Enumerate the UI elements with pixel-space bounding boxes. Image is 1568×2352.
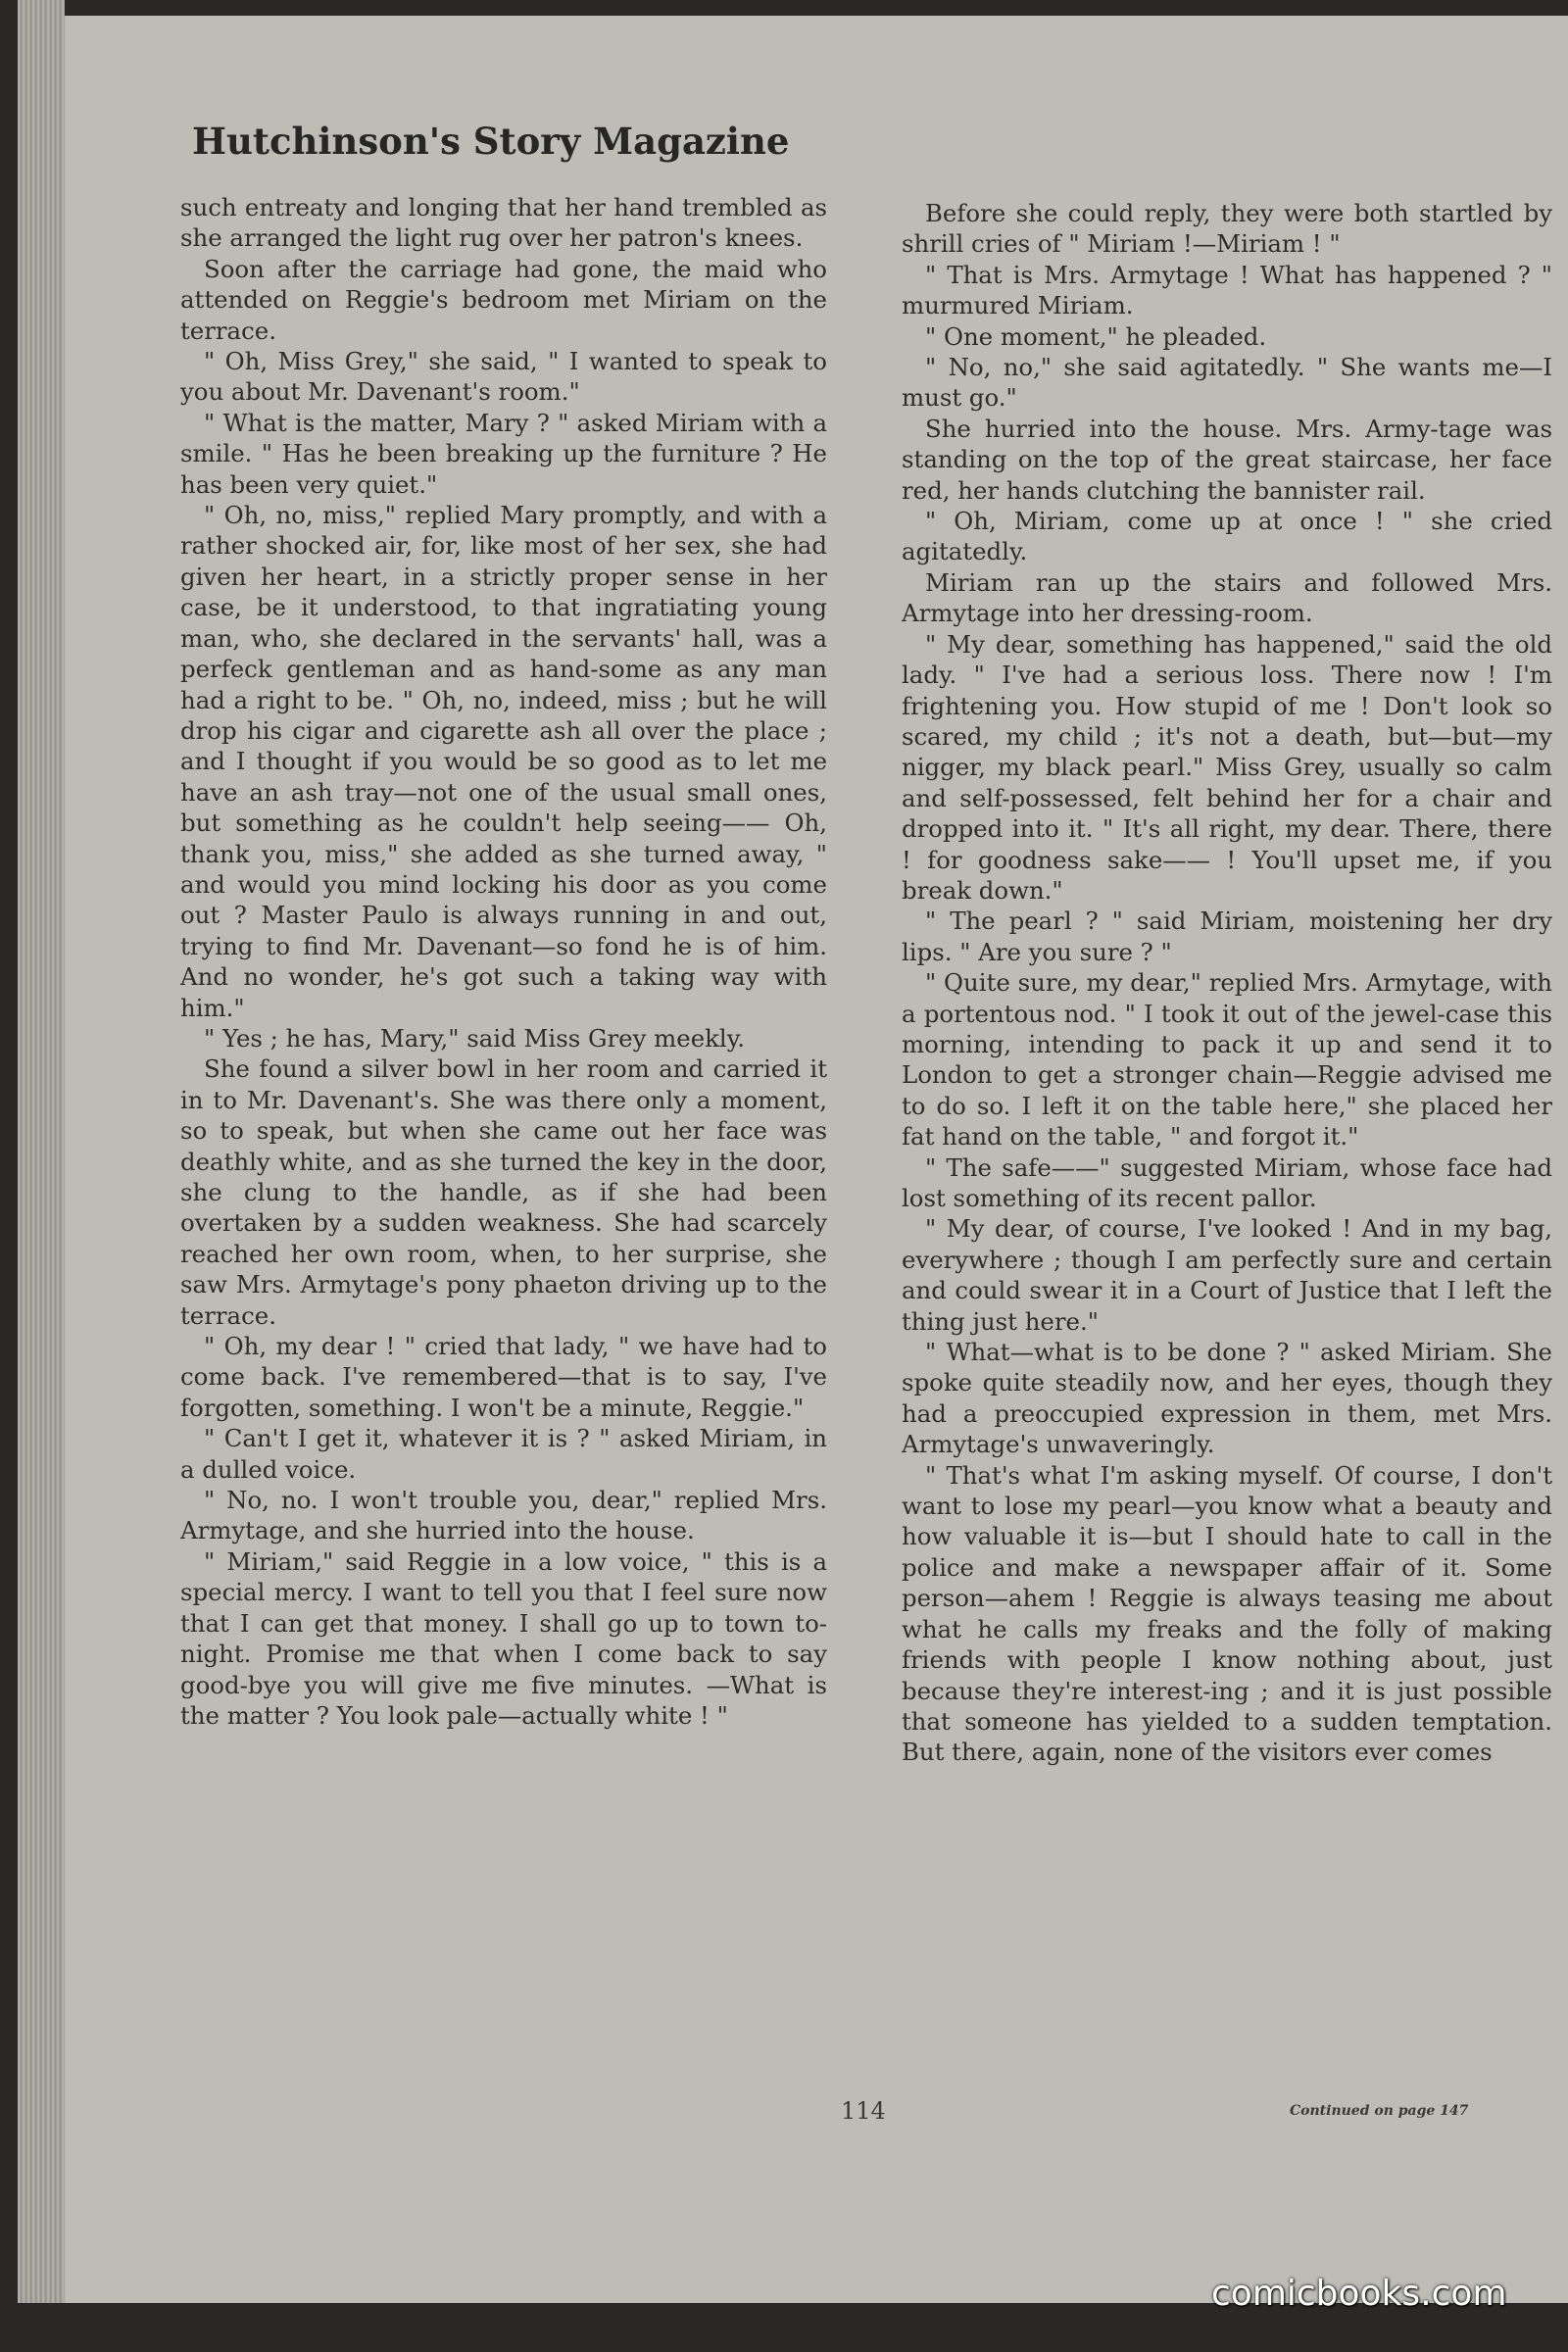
paragraph: " Miriam," said Reggie in a low voice, " this is a special mercy. I want to tell you that I feel sure now that I can get that money. I shall go up to town to-night. Promise me that when I come back to say good-bye you will give me five minutes. —What is the matter ? You look pale—actually white ! " [180, 1546, 827, 1730]
paragraph: She hurried into the house. Mrs. Army-tage was standing on the top of the great staircase, her face red, her hands clutching the bannister rail. [902, 414, 1552, 505]
paragraph: Before she could reply, they were both startled by shrill cries of " Miriam !—Miriam ! " [902, 199, 1552, 259]
paragraph: " Oh, no, miss," replied Mary promptly, and with a rather shocked air, for, like most of her sex, she had given her heart, in a strictly proper sense in her case, be it understood, to that ingratiating young man, who, she declared in the servants' hall, was a perfeck gentleman and as hand-some as any man had a right to be. " Oh, no, indeed, miss ; but he will drop his cigar and cigarette ash all over the place ; and I thought if you would be so good as to let me have an ash tray—not one of the usual small ones, but something as he couldn't help seeing—— Oh, thank you, miss," she added as she turned away, " and would you mind locking his door as you come out ? Master Paulo is always running in and out, trying to find Mr. Davenant—so fond he is of him. And no wonder, he's got such a taking way with him." [180, 501, 827, 1022]
paragraph: Soon after the carriage had gone, the maid who attended on Reggie's bedroom met Miriam on the terrace. [180, 254, 827, 345]
paragraph: " That is Mrs. Armytage ! What has happened ? " murmured Miriam. [902, 260, 1552, 320]
paragraph: " Oh, Miss Grey," she said, " I wanted to speak to you about Mr. Davenant's room." [180, 347, 827, 407]
left-column [180, 192, 827, 2083]
magazine-page [65, 16, 1568, 2303]
running-head: Hutchinson's Story Magazine [192, 120, 790, 163]
paragraph: " Can't I get it, whatever it is ? " asked Miriam, in a dulled voice. [180, 1424, 827, 1484]
paragraph: " That's what I'm asking myself. Of course, I don't want to lose my pearl—you know what a beauty and how valuable it is—but I should hate to call in the police and make a newspaper affair of it. Some person—ahem ! Reggie is always teasing me about what he calls my freaks and the folly of making friends with people I know nothing about, just because they're interest-ing ; and it is just possible that someone has yielded to a sudden temptation. But there, again, none of the visitors ever comes [902, 1460, 1552, 1767]
paragraph: " No, no," she said agitatedly. " She wants me—I must go." [902, 353, 1552, 413]
paragraph: such entreaty and longing that her hand trembled as she arranged the light rug over her patron's knees. [180, 193, 827, 253]
paragraph: " What is the matter, Mary ? " asked Miriam with a smile. " Has he been breaking up the furniture ? He has been very quiet." [180, 408, 827, 499]
paragraph: She found a silver bowl in her room and carried it in to Mr. Davenant's. She was there only a moment, so to speak, but when she came out her face was deathly white, and as she turned the key in the door, she clung to the handle, as if she had been overtaken by a sudden weakness. She had scarcely reached her own room, when, to her surprise, she saw Mrs. Armytage's pony phaeton driving up to the terrace. [180, 1054, 827, 1330]
paragraph: " My dear, of course, I've looked ! And in my bag, everywhere ; though I am perfectly sure and certain and could swear it in a Court of Justice that I left the thing just here." [902, 1214, 1552, 1336]
paragraph: " No, no. I won't trouble you, dear," replied Mrs. Armytage, and she hurried into the house. [180, 1486, 827, 1545]
page-number: 114 [841, 2097, 886, 2125]
paragraph: " Oh, Miriam, come up at once ! " she cried agitatedly. [902, 507, 1552, 566]
continued-note: Continued on page 147 [1290, 2103, 1469, 2119]
right-column [902, 198, 1552, 2094]
paragraph: " One moment," he pleaded. [925, 321, 1267, 351]
paragraph: " The pearl ? " said Miriam, moistening her dry lips. " Are you sure ? " [902, 906, 1552, 966]
paragraph: " Oh, my dear ! " cried that lady, " we have had to come back. I've remembered—that is to say, I've forgotten, something. I won't be a minute, Reggie." [180, 1332, 827, 1422]
paragraph: " The safe——" suggested Miriam, whose face had lost something of its recent pallor. [902, 1152, 1552, 1212]
page-edges [18, 0, 65, 2303]
watermark: comicbooks.com [1211, 2274, 1507, 2314]
paragraph: " Yes ; he has, Mary," said Miss Grey meekly. [204, 1023, 746, 1053]
paragraph: " What—what is to be done ? " asked Miriam. She spoke quite steadily now, and her eyes, though they had a preoccupied expression in them, met Mrs. Armytage's unwaveringly. [902, 1338, 1552, 1459]
paragraph: " Quite sure, my dear," replied Mrs. Armytage, with a portentous nod. " I took it out of the jewel-case this morning, intending to pack it up and send it to London to get a stronger chain—Reggie advised me to do so. I left it on the table here," she placed her fat hand on the table, " and forgot it." [902, 968, 1552, 1152]
paragraph: Miriam ran up the stairs and followed Mrs. Armytage into her dressing-room. [902, 567, 1552, 628]
paragraph: " My dear, something has happened," said the old lady. " I've had a serious loss. There now ! I'm frightening you. How stupid of me ! Don't look so scared, my child ; it's not a death, but—but—my nigger, my black pearl." Miss Grey, usually so calm and self-possessed, felt behind her for a chair and dropped into it. " It's all right, my dear. There, there ! for goodness sake—— ! You'll upset me, if you break down." [902, 629, 1552, 905]
